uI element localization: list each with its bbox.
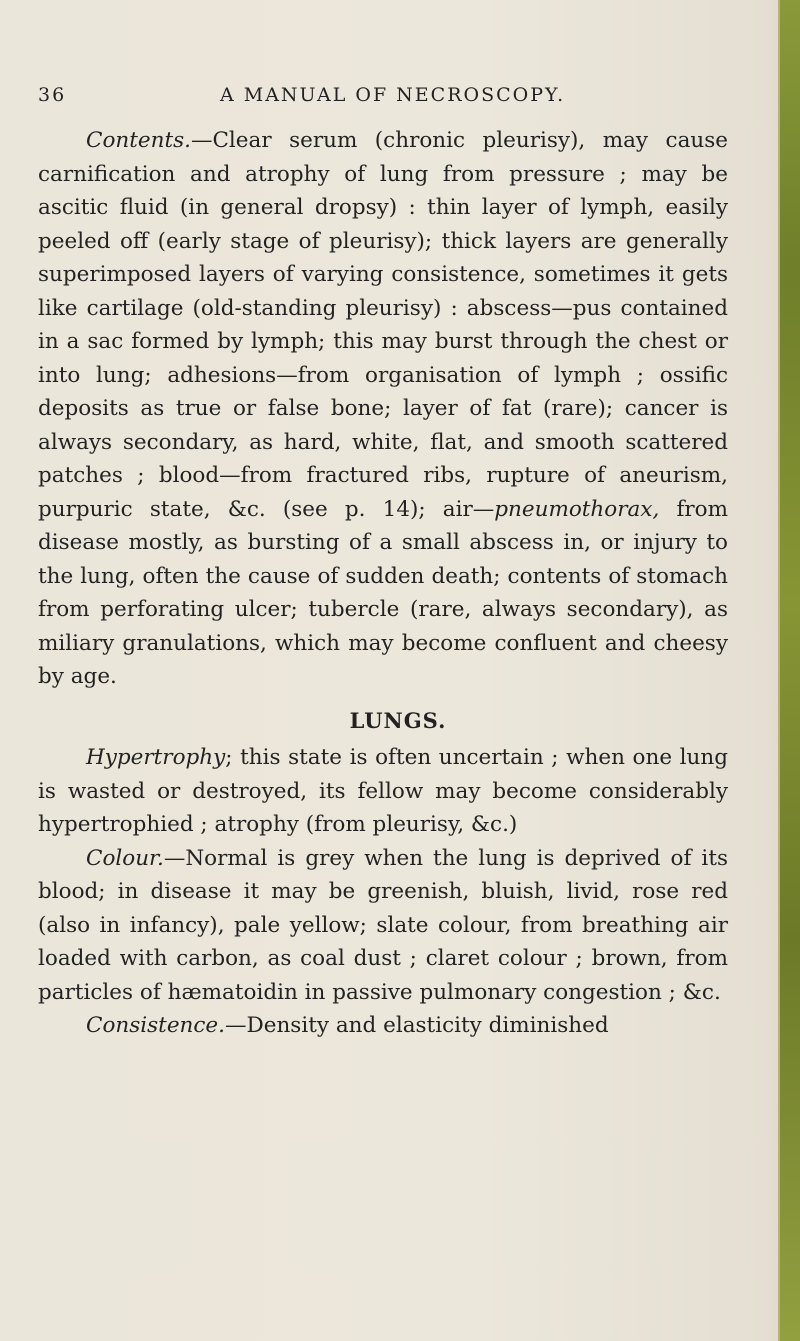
paragraph-contents [38, 124, 728, 694]
paragraph-colour [38, 842, 728, 1010]
hypertrophy-text: ; this state is often uncertain ; when one lung is wasted or destroyed, its fellow may become considerably hypertrophied ; atrophy (from pleurisy, &c.) [38, 745, 728, 837]
page-number: 36 [38, 84, 67, 106]
page-edge [778, 0, 800, 1341]
running-head [38, 84, 738, 114]
paragraph-hypertrophy [38, 741, 728, 842]
section-heading-lungs: LUNGS. [349, 707, 447, 733]
colour-text: —Normal is grey when the lung is deprived of its blood; in disease it may be greenish, bluish, livid, rose red (also in infancy), pale yellow; slate colour, from breathing air loaded with carbon, as coal dust ; claret colour ; brown, from particles of hæmatoidin in passive pulmonary congestion ; &c. [38, 845, 728, 1005]
contents-label: Contents. [86, 128, 191, 153]
pneumothorax-term: pneumothorax, [494, 496, 660, 522]
contents-text: —Clear serum (chronic pleurisy), may cause carnification and atrophy of lung from pressure ; may be ascitic fluid (in general dropsy) : thin layer of lymph, easily peeled off (early stage of pleurisy); thick layers are generally superimposed layers of varying consistence, sometimes it gets like cartilage (old-standing pleurisy) : abscess—pus contained in a sac formed by lymph; this may burst through the chest or into lung; adhesions—from organisation of lymph ; ossific deposits as true or false bone; layer of fat (rare); cancer is always secondary, as hard, white, flat, and smooth scattered patches ; blood—from fractured ribs, rupture of aneurism, purpuric state, &c. (see p. 14); air— [38, 128, 728, 522]
body-text [38, 124, 728, 1043]
contents-text-after: from disease mostly, as bursting of a small abscess in, or injury to the lung, often the cause of sudden death; contents of stomach from perforating ulcer; tubercle (rare, always secondary), as miliary granulations, which may become confluent and cheesy by age. [38, 496, 729, 689]
paragraph-consistence [38, 1009, 728, 1043]
hypertrophy-label: Hypertrophy [86, 745, 226, 770]
consistence-label: Consistence. [86, 1013, 225, 1038]
book-title: A MANUAL OF NECROSCOPY. [220, 84, 566, 106]
colour-label: Colour. [86, 845, 164, 871]
consistence-text: —Density and elasticity diminished [225, 1013, 609, 1038]
